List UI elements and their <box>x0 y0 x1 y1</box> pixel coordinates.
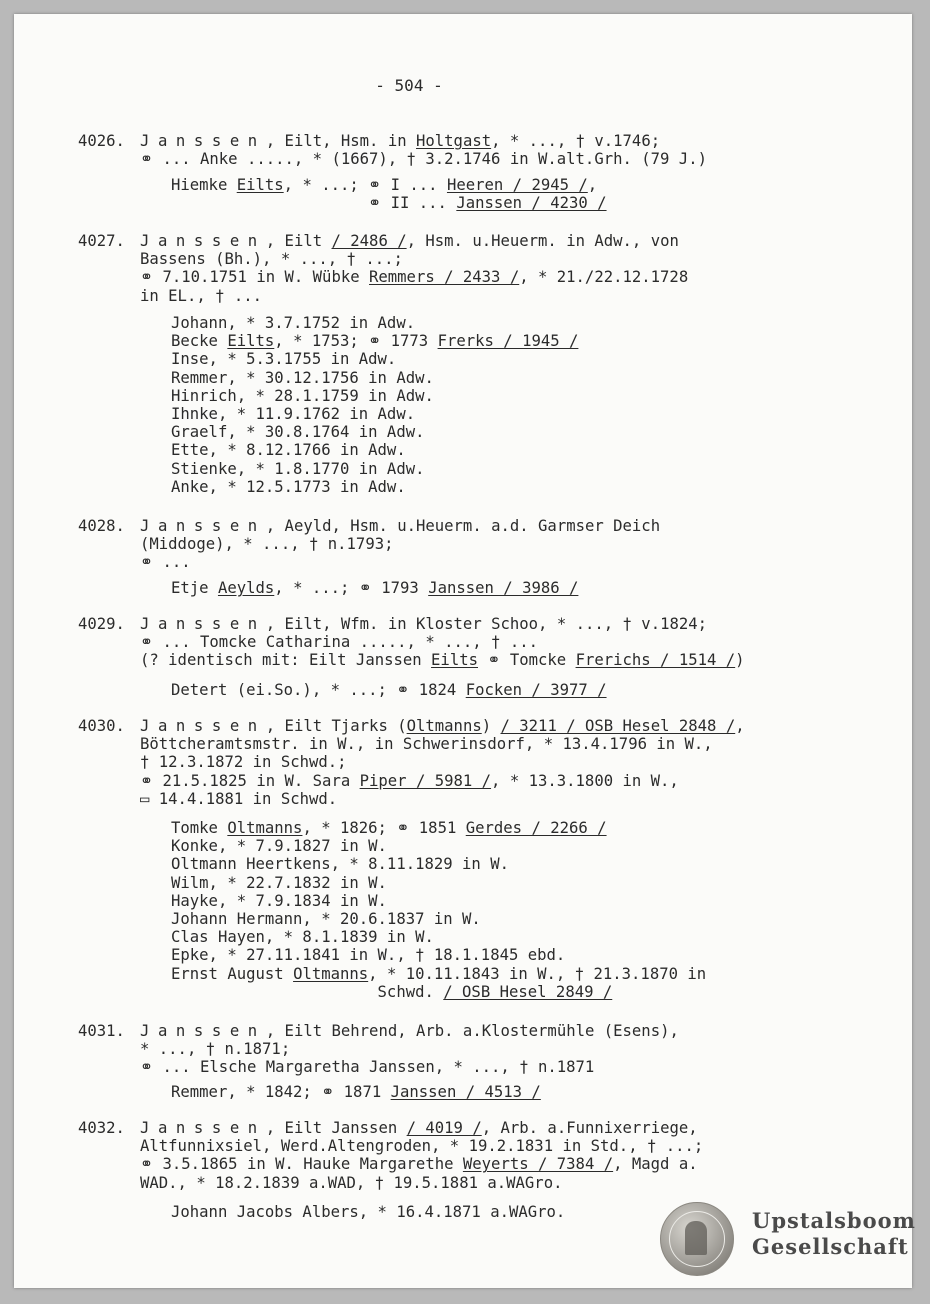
child-line: Etje Aeylds, * ...; ⚭ 1793 Janssen / 3986 / <box>171 579 579 597</box>
child-line: Hinrich, * 28.1.1759 in Adw. <box>171 386 434 405</box>
logo-line2: Gesellschaft <box>752 1234 909 1259</box>
entry-detail-line: ⚭ ... Anke ....., * (1667), † 3.2.1746 in W.alt.Grh. (79 J.) <box>140 150 707 169</box>
society-logo <box>660 1202 916 1282</box>
genealogy-entry <box>78 232 688 305</box>
child-line: Oltmann Heertkens, * 8.11.1829 in W. <box>171 855 509 874</box>
entry-detail-line: ▭ 14.4.1881 in Schwd. <box>140 789 338 808</box>
genealogy-entry <box>78 517 660 572</box>
entry-detail-line: (? identisch mit: Eilt Janssen Eilts ⚭ Tomcke Frerichs / 1514 /) <box>140 651 745 670</box>
entry-number: 4031. <box>78 1022 125 1040</box>
child-line: Clas Hayen, * 8.1.1839 in W. <box>171 928 434 947</box>
logo-text <box>752 1208 916 1260</box>
entry-detail-line: WAD., * 18.2.1839 a.WAD, † 19.5.1881 a.WAGro. <box>140 1173 563 1192</box>
child-line: Hayke, * 7.9.1834 in W. <box>171 891 387 910</box>
entry-number: 4026. <box>78 132 125 150</box>
children-list <box>78 681 607 699</box>
entry-number: 4029. <box>78 615 125 633</box>
entry-number: 4027. <box>78 232 125 250</box>
entry-heading-line: 4027. Janssen, Eilt / 2486 /, Hsm. u.Heuerm. in Adw., von <box>78 232 679 250</box>
entry-detail-line: ⚭ 7.10.1751 in W. Wübke Remmers / 2433 /, * 21./22.12.1728 <box>140 268 689 287</box>
child-line: Johann, * 3.7.1752 in Adw. <box>171 314 416 332</box>
children-list <box>78 314 578 496</box>
child-line: Wilm, * 22.7.1832 in W. <box>171 873 387 892</box>
entry-heading-line: 4029. Janssen, Eilt, Wfm. in Kloster Schoo, * ..., † v.1824; <box>78 615 708 633</box>
entry-detail-line: ⚭ ... Elsche Margaretha Janssen, * ..., † n.1871 <box>140 1058 595 1077</box>
entry-detail-line: ⚭ 21.5.1825 in W. Sara Piper / 5981 /, * 13.3.1800 in W., <box>140 771 679 790</box>
surname-spaced: Janssen <box>140 1022 266 1040</box>
entry-detail-line: ⚭ ... <box>140 553 191 572</box>
surname-spaced: Janssen <box>140 132 266 150</box>
surname-spaced: Janssen <box>140 517 266 535</box>
child-line: Graelf, * 30.8.1764 in Adw. <box>171 423 425 442</box>
entry-detail-line: in EL., † ... <box>140 286 263 305</box>
children-list <box>78 1203 565 1221</box>
child-line: Ernst August Oltmanns, * 10.11.1843 in W., † 21.3.1870 in <box>171 964 707 983</box>
genealogy-entry <box>78 1022 679 1077</box>
logo-line1: Upstalsboom <box>752 1208 916 1233</box>
children-list <box>78 579 578 597</box>
surname-spaced: Janssen <box>140 717 266 735</box>
entry-detail-line: Altfunnixsiel, Werd.Altengroden, * 19.2.1831 in Std., † ...; <box>140 1137 704 1156</box>
child-line: Ette, * 8.12.1766 in Adw. <box>171 441 406 460</box>
child-line: Remmer, * 30.12.1756 in Adw. <box>171 368 434 387</box>
child-line: Anke, * 12.5.1773 in Adw. <box>171 477 406 496</box>
child-line: Detert (ei.So.), * ...; ⚭ 1824 Focken / 3977 / <box>171 681 607 699</box>
entry-detail-line: Böttcheramtsmstr. in W., in Schwerinsdorf, * 13.4.1796 in W., <box>140 735 713 754</box>
entry-detail-line: † 12.3.1872 in Schwd.; <box>140 753 347 772</box>
entry-heading-line: 4032. Janssen, Eilt Janssen / 4019 /, Arb. a.Funnixerriege, <box>78 1119 698 1137</box>
child-line: Stienke, * 1.8.1770 in Adw. <box>171 459 425 478</box>
child-line: Schwd. / OSB Hesel 2849 / <box>171 982 613 1001</box>
child-line: Johann Jacobs Albers, * 16.4.1871 a.WAGro. <box>171 1203 566 1221</box>
entry-detail-line: ⚭ ... Tomcke Catharina ....., * ..., † ... <box>140 633 538 652</box>
entry-heading-line: 4028. Janssen, Aeyld, Hsm. u.Heuerm. a.d. Garmser Deich <box>78 517 661 535</box>
child-line: Hiemke Eilts, * ...; ⚭ I ... Heeren / 2945 /, <box>171 176 598 194</box>
genealogy-entry <box>78 615 745 670</box>
genealogy-entry <box>78 1119 703 1192</box>
child-line: Becke Eilts, * 1753; ⚭ 1773 Frerks / 1945 / <box>171 332 579 351</box>
surname-spaced: Janssen <box>140 232 266 250</box>
child-line: Tomke Oltmanns, * 1826; ⚭ 1851 Gerdes / 2266 / <box>171 819 607 837</box>
entry-detail-line: ⚭ 3.5.1865 in W. Hauke Margarethe Weyerts / 7384 /, Magd a. <box>140 1155 698 1174</box>
children-list <box>78 819 706 1001</box>
seal-icon <box>660 1202 734 1276</box>
surname-spaced: Janssen <box>140 615 266 633</box>
document-page <box>14 14 916 1288</box>
surname-spaced: Janssen <box>140 1119 266 1137</box>
children-list <box>78 1083 541 1101</box>
entry-number: 4030. <box>78 717 125 735</box>
child-line: ⚭ II ... Janssen / 4230 / <box>171 194 607 213</box>
entry-detail-line: (Middoge), * ..., † n.1793; <box>140 535 394 554</box>
child-line: Ihnke, * 11.9.1762 in Adw. <box>171 405 416 424</box>
child-line: Remmer, * 1842; ⚭ 1871 Janssen / 4513 / <box>171 1083 541 1101</box>
entry-detail-line: Bassens (Bh.), * ..., † ...; <box>140 250 403 269</box>
genealogy-entry <box>78 717 745 808</box>
page-number: - 504 - <box>375 76 443 95</box>
entry-heading-line: 4030. Janssen, Eilt Tjarks (Oltmanns) / 3211 / OSB Hesel 2848 /, <box>78 717 745 735</box>
entry-heading-line: 4026. Janssen, Eilt, Hsm. in Holtgast, * ..., † v.1746; <box>78 132 661 150</box>
child-line: Johann Hermann, * 20.6.1837 in W. <box>171 910 481 929</box>
genealogy-entry <box>78 132 707 168</box>
entry-detail-line: * ..., † n.1871; <box>140 1040 291 1059</box>
entry-number: 4032. <box>78 1119 125 1137</box>
child-line: Konke, * 7.9.1827 in W. <box>171 837 387 856</box>
entry-number: 4028. <box>78 517 125 535</box>
child-line: Inse, * 5.3.1755 in Adw. <box>171 350 397 369</box>
child-line: Epke, * 27.11.1841 in W., † 18.1.1845 ebd. <box>171 946 566 965</box>
entry-heading-line: 4031. Janssen, Eilt Behrend, Arb. a.Klostermühle (Esens), <box>78 1022 679 1040</box>
children-list <box>78 176 607 212</box>
